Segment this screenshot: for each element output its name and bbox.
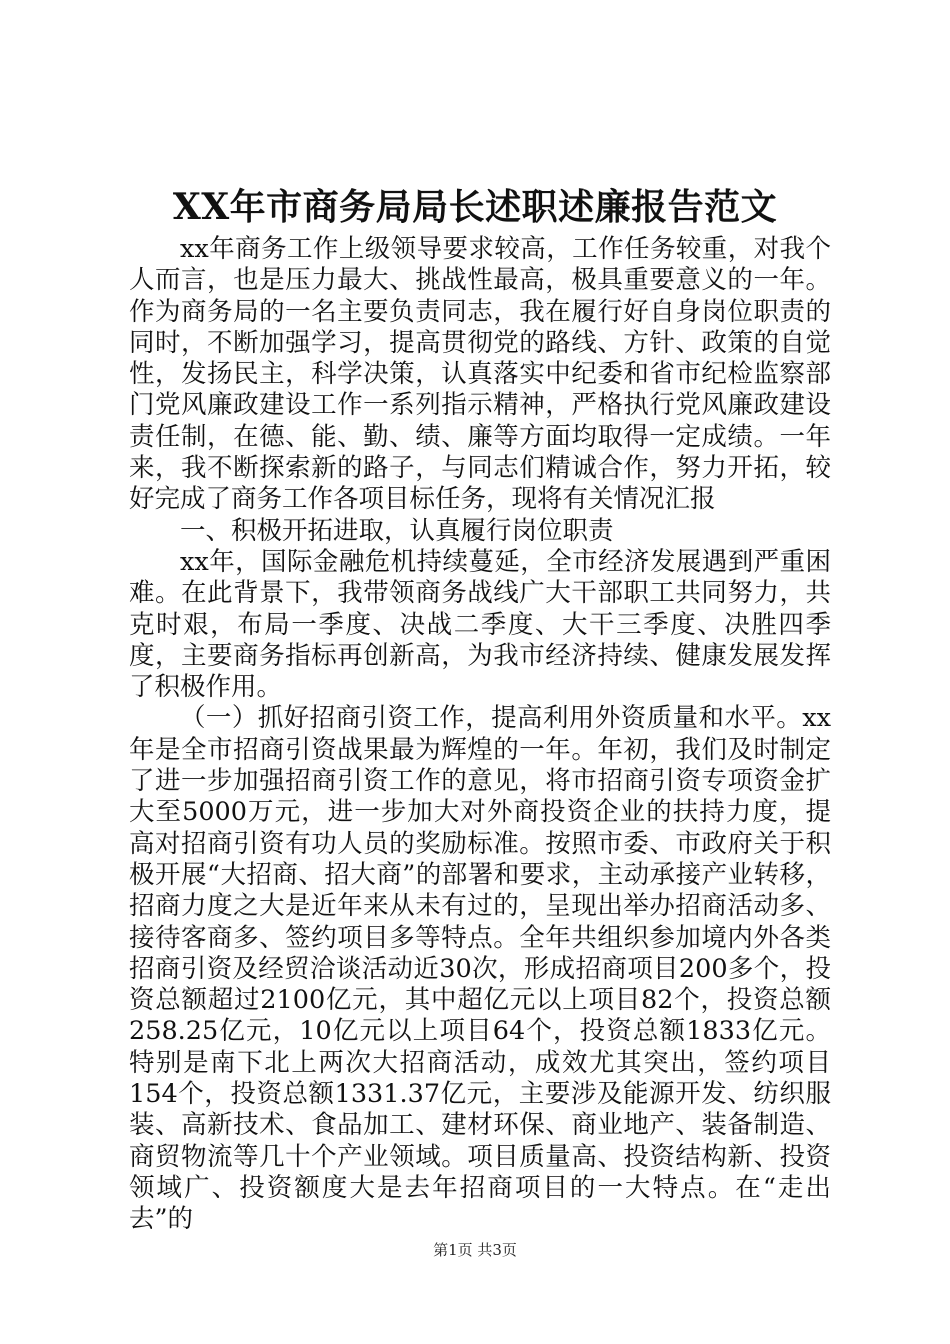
paragraph-intro: xx年商务工作上级领导要求较高，工作任务较重，对我个人而言，也是压力最大、挑战性最高，极具重要意义的一年。作为商务局的一名主要负责同志，我在履行好自身岗位职责的同时，不断加强学习，提高贯彻党的路线、方针、政策的自觉性，发扬民主，科学决策，认真落实中纪委和省市纪检监察部门党风廉政建设工作一系列指示精神，严格执行党风廉政建设责任制，在德、能、勤、绩、廉等方面均取得一定成绩。一年来，我不断探索新的路子，与同志们精诚合作，努力开拓，较好完成了商务工作各项目标任务，现将有关情况汇报 xyxy=(129,234,831,515)
paragraph-background: xx年，国际金融危机持续蔓延，全市经济发展遇到严重困难。在此背景下，我带领商务战线广大干部职工共同努力，共克时艰，布局一季度、决战二季度、大干三季度、决胜四季度，主要商务指标再创新高，为我市经济持续、健康发展发挥了积极作用。 xyxy=(129,546,831,703)
document-title: XX年市商务局局长述职述廉报告范文 xyxy=(172,186,778,228)
document-body xyxy=(129,234,831,1236)
paragraph-investment: （一）抓好招商引资工作，提高利用外资质量和水平。xx年是全市招商引资战果最为辉煌的一年。年初，我们及时制定了进一步加强招商引资工作的意见，将市招商引资专项资金扩大至5000万元，进一步加大对外商投资企业的扶持力度，提高对招商引资有功人员的奖励标准。按照市委、市政府关于积极开展“大招商、招大商”的部署和要求，主动承接产业转移，招商力度之大是近年来从未有过的，呈现出举办招商活动多、接待客商多、签约项目多等特点。全年共组织参加境内外各类招商引资及经贸洽谈活动近30次，形成招商项目200多个，投资总额超过2100亿元，其中超亿元以上项目82个，投资总额258.25亿元，10亿元以上项目64个，投资总额1833亿元。特别是南下北上两次大招商活动，成效尤其突出，签约项目154个，投资总额1331.37亿元，主要涉及能源开发、纺织服装、高新技术、食品加工、建材环保、商业地产、装备制造、商贸物流等几十个产业领域。项目质量高、投资结构新、投资领域广、投资额度大是去年招商项目的一大特点。在“走出去”的 xyxy=(129,703,831,1235)
page-footer: 第1页 共3页 xyxy=(433,1241,517,1259)
section-heading-1: 一、积极开拓进取，认真履行岗位职责 xyxy=(180,515,614,546)
